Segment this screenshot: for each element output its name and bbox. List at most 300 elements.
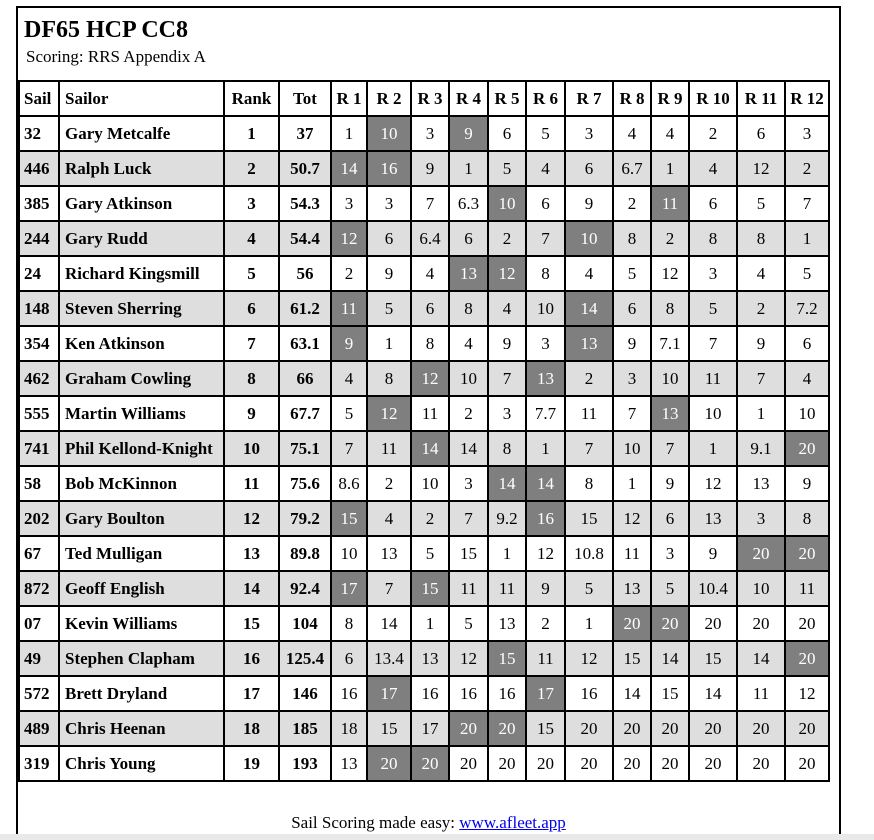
race-score: 1 — [331, 116, 367, 151]
race-score: 10 — [526, 291, 565, 326]
race-score: 13 — [488, 606, 526, 641]
rank-cell: 15 — [224, 606, 279, 641]
race-score: 3 — [367, 186, 411, 221]
discarded-race-score: 15 — [488, 641, 526, 676]
total-cell: 75.6 — [279, 466, 331, 501]
race-score: 16 — [449, 676, 488, 711]
results-sheet — [16, 6, 841, 840]
table-row — [19, 431, 829, 466]
race-score: 14 — [689, 676, 737, 711]
race-score: 20 — [613, 711, 651, 746]
total-cell: 185 — [279, 711, 331, 746]
discarded-race-score: 12 — [411, 361, 449, 396]
race-score: 20 — [651, 746, 689, 781]
footer — [18, 813, 839, 833]
race-score: 12 — [737, 151, 785, 186]
race-score: 9 — [651, 466, 689, 501]
race-score: 13 — [689, 501, 737, 536]
discarded-race-score: 10 — [367, 116, 411, 151]
sail-cell: 148 — [19, 291, 59, 326]
race-score: 1 — [411, 606, 449, 641]
rank-cell: 1 — [224, 116, 279, 151]
race-score: 6 — [367, 221, 411, 256]
race-score: 3 — [526, 326, 565, 361]
race-score: 13 — [367, 536, 411, 571]
race-score: 4 — [331, 361, 367, 396]
race-score: 7.1 — [651, 326, 689, 361]
table-row — [19, 361, 829, 396]
race-score: 2 — [411, 501, 449, 536]
rank-cell: 10 — [224, 431, 279, 466]
race-score: 5 — [411, 536, 449, 571]
race-score: 6 — [411, 291, 449, 326]
rank-cell: 18 — [224, 711, 279, 746]
sail-cell: 872 — [19, 571, 59, 606]
race-score: 3 — [651, 536, 689, 571]
race-score: 6 — [488, 116, 526, 151]
race-score: 5 — [785, 256, 829, 291]
race-score: 9 — [613, 326, 651, 361]
sail-cell: 58 — [19, 466, 59, 501]
discarded-race-score: 15 — [331, 501, 367, 536]
sail-cell: 319 — [19, 746, 59, 781]
table-row — [19, 571, 829, 606]
race-score: 11 — [613, 536, 651, 571]
race-score: 6 — [785, 326, 829, 361]
race-score: 15 — [565, 501, 613, 536]
sailor-cell: Richard Kingsmill — [59, 256, 224, 291]
discarded-race-score: 20 — [449, 711, 488, 746]
sailor-cell: Ralph Luck — [59, 151, 224, 186]
rank-cell: 7 — [224, 326, 279, 361]
header-sail: Sail — [19, 81, 59, 116]
race-score: 20 — [737, 746, 785, 781]
race-score: 5 — [565, 571, 613, 606]
header-rank: Rank — [224, 81, 279, 116]
discarded-race-score: 15 — [411, 571, 449, 606]
race-score: 11 — [367, 431, 411, 466]
total-cell: 125.4 — [279, 641, 331, 676]
race-score: 7 — [689, 326, 737, 361]
discarded-race-score: 9 — [449, 116, 488, 151]
discarded-race-score: 13 — [526, 361, 565, 396]
race-score: 14 — [367, 606, 411, 641]
race-score: 3 — [737, 501, 785, 536]
race-score: 6 — [613, 291, 651, 326]
race-score: 12 — [613, 501, 651, 536]
race-score: 12 — [785, 676, 829, 711]
race-score: 8 — [737, 221, 785, 256]
race-score: 13 — [411, 641, 449, 676]
race-score: 4 — [411, 256, 449, 291]
race-score: 12 — [449, 641, 488, 676]
race-score: 7 — [737, 361, 785, 396]
race-score: 3 — [689, 256, 737, 291]
total-cell: 193 — [279, 746, 331, 781]
race-score: 7 — [526, 221, 565, 256]
race-score: 8 — [526, 256, 565, 291]
race-score: 5 — [737, 186, 785, 221]
race-score: 9 — [411, 151, 449, 186]
table-row — [19, 291, 829, 326]
header-race: R 3 — [411, 81, 449, 116]
discarded-race-score: 12 — [367, 396, 411, 431]
sail-cell: 49 — [19, 641, 59, 676]
race-score: 12 — [565, 641, 613, 676]
race-score: 6 — [651, 501, 689, 536]
sailor-cell: Phil Kellond-Knight — [59, 431, 224, 466]
race-score: 2 — [526, 606, 565, 641]
race-score: 20 — [449, 746, 488, 781]
race-score: 10 — [737, 571, 785, 606]
discarded-race-score: 20 — [488, 711, 526, 746]
race-score: 9 — [689, 536, 737, 571]
header-block — [18, 8, 839, 76]
race-score: 9 — [367, 256, 411, 291]
race-score: 6.7 — [613, 151, 651, 186]
rank-cell: 17 — [224, 676, 279, 711]
discarded-race-score: 12 — [488, 256, 526, 291]
race-score: 10 — [689, 396, 737, 431]
race-score: 3 — [331, 186, 367, 221]
race-score: 2 — [613, 186, 651, 221]
header-race: R 1 — [331, 81, 367, 116]
rank-cell: 2 — [224, 151, 279, 186]
race-score: 8 — [651, 291, 689, 326]
total-cell: 92.4 — [279, 571, 331, 606]
total-cell: 67.7 — [279, 396, 331, 431]
sail-cell: 244 — [19, 221, 59, 256]
discarded-race-score: 10 — [565, 221, 613, 256]
total-cell: 75.1 — [279, 431, 331, 466]
race-score: 6 — [449, 221, 488, 256]
race-score: 11 — [411, 396, 449, 431]
sailor-cell: Martin Williams — [59, 396, 224, 431]
rank-cell: 12 — [224, 501, 279, 536]
header-race: R 4 — [449, 81, 488, 116]
rank-cell: 6 — [224, 291, 279, 326]
race-score: 20 — [737, 606, 785, 641]
race-score: 9 — [526, 571, 565, 606]
total-cell: 50.7 — [279, 151, 331, 186]
race-score: 7 — [367, 571, 411, 606]
sail-cell: 202 — [19, 501, 59, 536]
rank-cell: 4 — [224, 221, 279, 256]
race-score: 12 — [689, 466, 737, 501]
race-score: 2 — [651, 221, 689, 256]
discarded-race-score: 14 — [565, 291, 613, 326]
race-score: 7 — [785, 186, 829, 221]
sailor-cell: Gary Boulton — [59, 501, 224, 536]
race-score: 3 — [565, 116, 613, 151]
race-score: 4 — [367, 501, 411, 536]
discarded-race-score: 20 — [651, 606, 689, 641]
race-score: 8 — [449, 291, 488, 326]
discarded-race-score: 20 — [411, 746, 449, 781]
race-score: 2 — [785, 151, 829, 186]
race-score: 11 — [785, 571, 829, 606]
race-score: 7 — [488, 361, 526, 396]
sail-cell: 32 — [19, 116, 59, 151]
rank-cell: 14 — [224, 571, 279, 606]
table-row — [19, 536, 829, 571]
race-score: 4 — [689, 151, 737, 186]
race-score: 5 — [689, 291, 737, 326]
sail-cell: 446 — [19, 151, 59, 186]
race-score: 20 — [737, 711, 785, 746]
race-score: 20 — [526, 746, 565, 781]
race-score: 5 — [613, 256, 651, 291]
table-row — [19, 746, 829, 781]
discarded-race-score: 10 — [488, 186, 526, 221]
race-score: 8 — [613, 221, 651, 256]
sail-cell: 555 — [19, 396, 59, 431]
race-score: 8 — [689, 221, 737, 256]
discarded-race-score: 14 — [526, 466, 565, 501]
discarded-race-score: 13 — [565, 326, 613, 361]
race-score: 16 — [488, 676, 526, 711]
rank-cell: 8 — [224, 361, 279, 396]
race-score: 16 — [565, 676, 613, 711]
race-score: 4 — [488, 291, 526, 326]
race-score: 6 — [689, 186, 737, 221]
race-score: 8 — [488, 431, 526, 466]
total-cell: 63.1 — [279, 326, 331, 361]
discarded-race-score: 16 — [367, 151, 411, 186]
race-score: 20 — [613, 746, 651, 781]
race-score: 1 — [449, 151, 488, 186]
race-score: 20 — [785, 746, 829, 781]
race-score: 16 — [331, 676, 367, 711]
rank-cell: 9 — [224, 396, 279, 431]
race-score: 10 — [651, 361, 689, 396]
race-score: 1 — [651, 151, 689, 186]
table-row — [19, 396, 829, 431]
race-score: 5 — [367, 291, 411, 326]
sailor-cell: Gary Metcalfe — [59, 116, 224, 151]
race-score: 9 — [785, 466, 829, 501]
race-score: 20 — [689, 606, 737, 641]
rank-cell: 19 — [224, 746, 279, 781]
race-score: 20 — [565, 711, 613, 746]
header-sailor: Sailor — [59, 81, 224, 116]
rank-cell: 5 — [224, 256, 279, 291]
race-score: 2 — [737, 291, 785, 326]
race-score: 10 — [331, 536, 367, 571]
header-race: R 5 — [488, 81, 526, 116]
sailor-cell: Gary Atkinson — [59, 186, 224, 221]
afleet-link[interactable]: www.afleet.app — [459, 813, 566, 832]
race-score: 3 — [613, 361, 651, 396]
race-score: 7 — [565, 431, 613, 466]
sailor-cell: Brett Dryland — [59, 676, 224, 711]
race-score: 10 — [449, 361, 488, 396]
race-score: 6.3 — [449, 186, 488, 221]
header-race: R 8 — [613, 81, 651, 116]
race-score: 2 — [488, 221, 526, 256]
total-cell: 89.8 — [279, 536, 331, 571]
race-score: 1 — [689, 431, 737, 466]
race-score: 20 — [785, 711, 829, 746]
header-row — [19, 81, 829, 116]
total-cell: 56 — [279, 256, 331, 291]
race-score: 1 — [488, 536, 526, 571]
race-score: 11 — [689, 361, 737, 396]
race-score: 9 — [737, 326, 785, 361]
sail-cell: 572 — [19, 676, 59, 711]
rank-cell: 13 — [224, 536, 279, 571]
discarded-race-score: 17 — [367, 676, 411, 711]
header-race: R 2 — [367, 81, 411, 116]
sailor-cell: Ted Mulligan — [59, 536, 224, 571]
race-score: 15 — [526, 711, 565, 746]
sailor-cell: Graham Cowling — [59, 361, 224, 396]
table-row — [19, 466, 829, 501]
discarded-race-score: 14 — [331, 151, 367, 186]
discarded-race-score: 12 — [331, 221, 367, 256]
race-score: 15 — [449, 536, 488, 571]
sailor-cell: Chris Young — [59, 746, 224, 781]
race-score: 20 — [689, 711, 737, 746]
table-row — [19, 326, 829, 361]
race-score: 5 — [449, 606, 488, 641]
sail-cell: 24 — [19, 256, 59, 291]
total-cell: 61.2 — [279, 291, 331, 326]
header-tot: Tot — [279, 81, 331, 116]
race-score: 1 — [613, 466, 651, 501]
race-score: 18 — [331, 711, 367, 746]
race-score: 1 — [526, 431, 565, 466]
race-score: 1 — [565, 606, 613, 641]
race-score: 8 — [565, 466, 613, 501]
footer-text: Sail Scoring made easy: — [291, 813, 460, 832]
total-cell: 79.2 — [279, 501, 331, 536]
discarded-race-score: 11 — [651, 186, 689, 221]
race-score: 14 — [613, 676, 651, 711]
discarded-race-score: 13 — [651, 396, 689, 431]
race-score: 10 — [411, 466, 449, 501]
race-score: 4 — [737, 256, 785, 291]
rank-cell: 16 — [224, 641, 279, 676]
race-score: 7 — [449, 501, 488, 536]
race-score: 11 — [737, 676, 785, 711]
race-score: 10 — [785, 396, 829, 431]
race-score: 4 — [526, 151, 565, 186]
race-score: 15 — [367, 711, 411, 746]
race-score: 4 — [565, 256, 613, 291]
race-score: 14 — [651, 641, 689, 676]
race-score: 13 — [737, 466, 785, 501]
discarded-race-score: 20 — [785, 431, 829, 466]
race-score: 5 — [526, 116, 565, 151]
race-score: 11 — [565, 396, 613, 431]
header-race: R 7 — [565, 81, 613, 116]
race-score: 6 — [737, 116, 785, 151]
sailor-cell: Steven Sherring — [59, 291, 224, 326]
race-score: 3 — [411, 116, 449, 151]
discarded-race-score: 17 — [331, 571, 367, 606]
race-score: 20 — [651, 711, 689, 746]
race-score: 7 — [613, 396, 651, 431]
discarded-race-score: 20 — [737, 536, 785, 571]
page-title: DF65 HCP CC8 — [24, 17, 188, 43]
race-score: 11 — [488, 571, 526, 606]
race-score: 17 — [411, 711, 449, 746]
rank-cell: 11 — [224, 466, 279, 501]
race-score: 2 — [367, 466, 411, 501]
race-score: 2 — [689, 116, 737, 151]
table-row — [19, 221, 829, 256]
total-cell: 54.3 — [279, 186, 331, 221]
header-race: R 12 — [785, 81, 829, 116]
race-score: 1 — [785, 221, 829, 256]
table-row — [19, 676, 829, 711]
race-score: 7 — [651, 431, 689, 466]
race-score: 15 — [651, 676, 689, 711]
race-score: 12 — [651, 256, 689, 291]
race-score: 20 — [689, 746, 737, 781]
sailor-cell: Geoff English — [59, 571, 224, 606]
sailor-cell: Kevin Williams — [59, 606, 224, 641]
discarded-race-score: 16 — [526, 501, 565, 536]
race-score: 20 — [488, 746, 526, 781]
discarded-race-score: 14 — [411, 431, 449, 466]
race-score: 11 — [526, 641, 565, 676]
sail-cell: 07 — [19, 606, 59, 641]
table-row — [19, 641, 829, 676]
race-score: 4 — [613, 116, 651, 151]
table-row — [19, 256, 829, 291]
race-score: 9.1 — [737, 431, 785, 466]
race-score: 11 — [449, 571, 488, 606]
race-score: 8 — [785, 501, 829, 536]
race-score: 3 — [488, 396, 526, 431]
race-score: 5 — [331, 396, 367, 431]
race-score: 6 — [331, 641, 367, 676]
race-score: 12 — [526, 536, 565, 571]
discarded-race-score: 14 — [488, 466, 526, 501]
discarded-race-score: 9 — [331, 326, 367, 361]
race-score: 8 — [367, 361, 411, 396]
race-score: 9 — [565, 186, 613, 221]
race-score: 14 — [449, 431, 488, 466]
race-score: 7 — [411, 186, 449, 221]
race-score: 7 — [331, 431, 367, 466]
sail-cell: 67 — [19, 536, 59, 571]
race-score: 9 — [488, 326, 526, 361]
sailor-cell: Gary Rudd — [59, 221, 224, 256]
table-row — [19, 711, 829, 746]
discarded-race-score: 17 — [526, 676, 565, 711]
race-score: 5 — [651, 571, 689, 606]
race-score: 4 — [449, 326, 488, 361]
race-score: 7.2 — [785, 291, 829, 326]
discarded-race-score: 13 — [449, 256, 488, 291]
race-score: 1 — [737, 396, 785, 431]
table-row — [19, 606, 829, 641]
race-score: 15 — [689, 641, 737, 676]
race-score: 6 — [565, 151, 613, 186]
header-race: R 11 — [737, 81, 785, 116]
total-cell: 37 — [279, 116, 331, 151]
race-score: 6.4 — [411, 221, 449, 256]
table-row — [19, 116, 829, 151]
discarded-race-score: 20 — [613, 606, 651, 641]
race-score: 16 — [411, 676, 449, 711]
race-score: 2 — [331, 256, 367, 291]
race-score: 6 — [526, 186, 565, 221]
scoring-subtitle: Scoring: RRS Appendix A — [26, 47, 206, 66]
